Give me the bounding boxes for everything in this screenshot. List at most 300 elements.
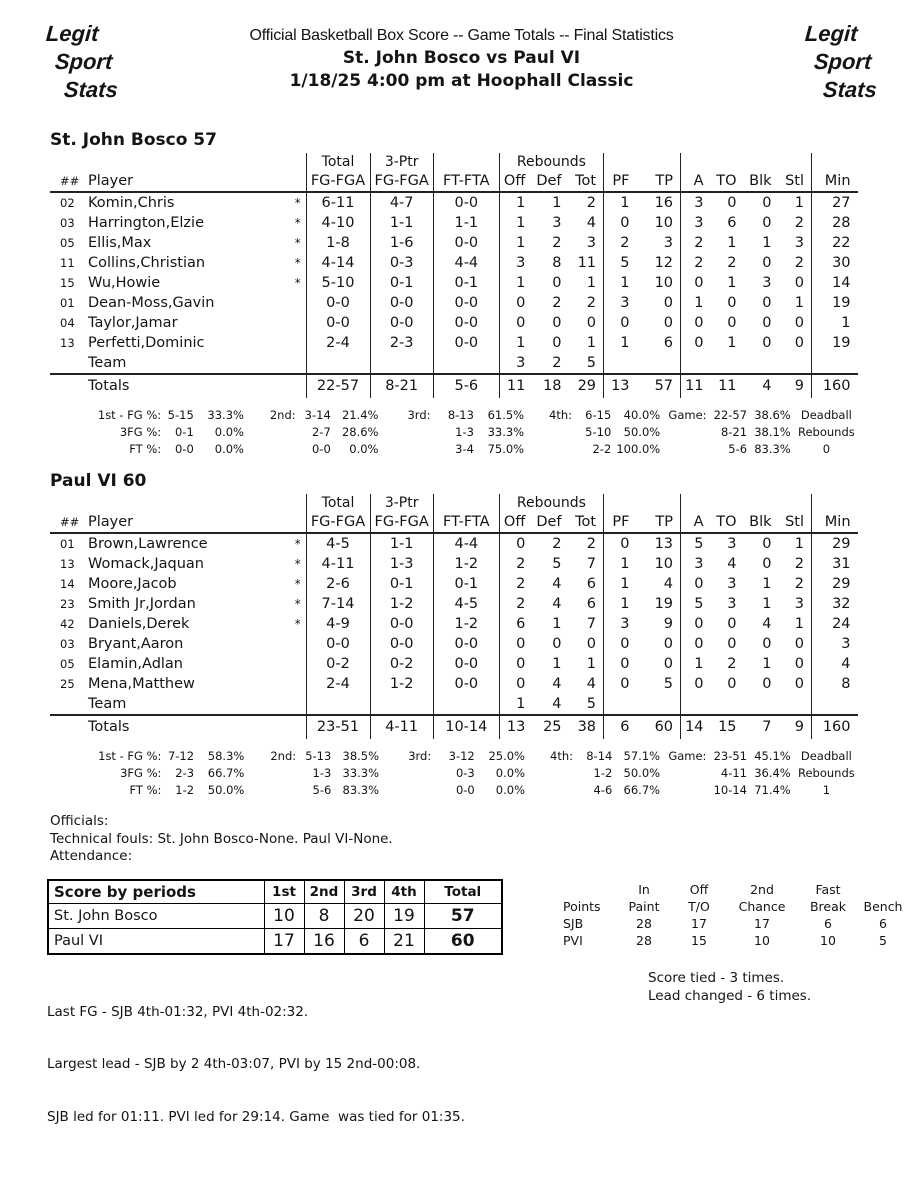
group-header-row [50,494,858,512]
period-label [244,424,296,441]
technical-fouls-line: Technical fouls: St. John Bosco-None. Paul VI-None. [50,830,393,847]
bottom-right [553,879,909,1162]
col-stl: Stl [779,512,812,533]
tot-rebounds: 7 [586,556,597,572]
col-stl: Stl [779,171,812,192]
ft-fta: 0-0 [433,654,499,674]
minutes [812,353,858,374]
assists: 11 [681,374,711,398]
tot-rebounds: 0 [586,636,597,652]
spacer [290,715,306,739]
three-pt-fg-fga: 0-1 [370,273,433,293]
tot-rebounds: 6 [586,576,597,592]
steals [779,353,812,374]
total-header: Total [424,880,502,904]
fast-break-value: 10 [820,932,836,948]
deadball-label: Rebounds [797,766,855,780]
total-points: 10 [654,556,674,572]
off-rebounds: 1 [499,233,532,253]
tot-rebounds: 38 [569,715,604,739]
pct-value: 50.0% [623,425,661,439]
total-points: 0 [663,295,674,311]
fg-fga: 4-11 [306,554,370,574]
officials-line: Officials: [50,813,109,829]
totals-row [50,374,858,398]
three-pt-fg-fga: 1-1 [370,213,433,233]
ft-fta: 4-4 [433,253,499,273]
pct-value: 0.0% [495,783,525,797]
player-row [50,253,858,273]
pct-value: 33.3% [342,766,380,780]
steals: 1 [794,616,805,632]
spacer [857,881,909,898]
period-label [379,765,431,782]
starter-mark: * [294,196,301,210]
team-label: Team [88,696,127,712]
pct-value: 40.0% [623,408,661,422]
deadball-label: Rebounds [797,425,855,439]
bottom-section [47,879,919,1162]
assists: 0 [681,333,711,353]
made-att: 1-3 [455,425,474,439]
total-points: 5 [663,676,674,692]
pct-value: 83.3% [754,442,791,456]
period-label [378,441,430,458]
starter-mark: * [294,236,301,250]
blocks: 0 [762,315,772,331]
period-label: 4th: [549,408,572,422]
off-rebounds: 1 [499,213,532,233]
col-fg-fga: FG-FGA [306,512,370,533]
total-points: 10 [654,215,674,231]
def-rebounds: 1 [552,195,562,211]
total-points: 13 [654,536,674,552]
second-chance-value: 10 [754,932,770,948]
steals: 0 [794,315,805,331]
matchup-title: St. John Bosco vs Paul VI [342,48,581,68]
off-rebounds: 1 [499,273,532,293]
assists: 0 [681,313,711,333]
period-label: 3rd: [407,408,431,422]
period-4-score: 19 [384,903,424,928]
tot-rebounds: 1 [586,335,597,351]
pct-value: 0.0% [349,442,379,456]
fg-fga: 5-10 [306,273,370,293]
pct-value: 38.1% [754,425,791,439]
period-label [244,782,296,799]
off-rebounds: 0 [499,533,532,554]
three-pt-fg-fga: 0-0 [370,614,433,634]
tot-rebounds: 7 [586,616,597,632]
assists: 0 [681,273,711,293]
period-label [378,424,430,441]
col-tot: Tot [569,512,604,533]
three-pt-fg-fga: 0-3 [370,253,433,273]
player-row [50,233,858,253]
off-rebounds: 0 [499,313,532,333]
attendance-line: Attendance: [50,848,133,864]
personal-fouls: 1 [604,574,637,594]
player-name: Taylor,Jamar [88,315,178,331]
player-row [50,313,858,333]
period-2-score: 8 [304,903,344,928]
ft-fta: 1-2 [433,554,499,574]
team-heading-pvi: Paul VI 60 [50,471,147,491]
col-number: ## [50,171,84,192]
tot-rebounds: 2 [586,195,597,211]
three-pt-fg-fga [370,353,433,374]
spacer [812,494,858,512]
assists: 2 [681,253,711,273]
minutes: 27 [812,192,858,213]
col-blk: Blk [744,512,779,533]
off-rebounds: 0 [499,674,532,694]
turnovers: 1 [727,335,737,351]
off-rebounds: 6 [499,614,532,634]
pct-value: 50.0% [623,766,661,780]
fg-fga: 2-4 [306,674,370,694]
period-4-header: 4th [384,880,424,904]
shooting-pct-row [50,782,791,799]
steals: 0 [794,656,805,672]
made-att: 8-13 [447,408,474,422]
def-rebounds: 2 [552,536,562,552]
spacer [290,512,306,533]
turnovers: 0 [727,676,737,692]
col-tp: TP [637,512,681,533]
jersey-number: 14 [60,577,75,591]
three-pt-fg-fga: 4-11 [370,715,433,739]
turnovers: 3 [727,596,737,612]
period-3-score: 6 [344,928,384,954]
col-tp: TP [637,171,681,192]
ft-fta: 0-0 [433,634,499,654]
def-rebounds: 4 [552,576,562,592]
blocks [744,694,779,715]
three-pt-fg-fga: 1-6 [370,233,433,253]
deadball-label: Deadball [800,408,852,422]
three-pt-fg-fga: 1-2 [370,594,433,614]
jersey-number: 03 [60,637,75,651]
second-chance-value: 17 [754,915,770,931]
blocks: 1 [762,656,772,672]
player-name: Perfetti,Dominic [88,335,205,351]
total-points: 57 [637,374,681,398]
personal-fouls: 0 [604,213,637,233]
score-header-row [48,880,502,904]
made-att: 3-4 [455,442,474,456]
period-label [524,424,572,441]
total-points [637,694,681,715]
points-row [553,915,909,932]
tot-rebounds: 3 [586,235,597,251]
player-name: Wu,Howie [88,275,161,291]
minutes: 29 [812,574,858,594]
team-label: Team [88,355,127,371]
assists: 3 [681,554,711,574]
bench-value: 6 [879,915,887,931]
assists: 0 [681,674,711,694]
def-rebounds: 25 [532,715,568,739]
fg-fga: 2-6 [306,574,370,594]
player-name: Harrington,Elzie [88,215,204,231]
steals: 0 [794,676,805,692]
pct-value: 36.4% [754,766,791,780]
blocks: 0 [762,215,772,231]
off-rebounds: 3 [499,253,532,273]
team-name: Paul VI [48,928,264,954]
steals: 2 [794,255,805,271]
ft-fta [433,353,499,374]
made-att: 6-15 [585,408,612,422]
steals [779,694,812,715]
period-label: Game: [668,408,707,422]
period-1-header: 1st [264,880,304,904]
period-1-score: 17 [264,928,304,954]
starter-mark [290,293,306,313]
off-rebounds: 2 [499,554,532,574]
turnovers: 3 [727,576,737,592]
made-att: 0-0 [455,783,475,797]
pct-value: 0.0% [214,442,244,456]
fast-break-value: 6 [824,915,832,931]
blocks [744,353,779,374]
player-row [50,533,858,554]
deadball-rebounds-block [791,748,862,799]
minutes: 28 [812,213,858,233]
period-label [525,765,573,782]
total-points [637,353,681,374]
starter-mark [290,634,306,654]
personal-fouls: 0 [604,533,637,554]
pct-value: 0.0% [214,425,244,439]
shooting-pct-row [50,424,791,441]
blocks: 0 [762,556,772,572]
made-att: 1-2 [593,766,613,780]
period-label [660,441,706,458]
group-3ptr-label: 3-Ptr [370,494,433,512]
total-points: 16 [654,195,674,211]
total-points: 12 [654,255,674,271]
col-pf: PF [604,171,637,192]
turnovers: 2 [727,656,737,672]
period-label [660,424,706,441]
bench-header: Bench [863,898,903,914]
pct-value: 57.1% [623,749,661,763]
minutes: 4 [812,654,858,674]
steals: 0 [794,636,805,652]
made-att: 5-6 [728,442,748,456]
pct-value: 25.0% [488,749,525,763]
player-name: Ellis,Max [88,235,152,251]
jersey-number: 15 [60,276,75,290]
player-name: Smith Jr,Jordan [88,596,196,612]
jersey-number: 11 [60,256,75,270]
deadball-label: Deadball [800,749,852,763]
blocks: 1 [762,576,772,592]
steals: 1 [794,295,805,311]
three-pt-fg-fga: 0-0 [370,293,433,313]
minutes: 31 [812,554,858,574]
ft-fta: 0-0 [433,313,499,333]
fg-fga: 4-14 [306,253,370,273]
made-att: 5-15 [167,408,194,422]
col-off: Off [499,512,532,533]
steals: 1 [794,536,805,552]
turnovers: 1 [727,235,737,251]
made-att: 3-14 [304,408,331,422]
score-tied-line: Score tied - 3 times. [648,969,785,986]
minutes: 30 [812,253,858,273]
spacer [290,171,306,192]
pct-value: 33.3% [487,425,525,439]
points-label: Points [563,898,601,914]
three-pt-fg-fga: 1-3 [370,554,433,574]
blocks: 0 [762,536,772,552]
pct-value: 45.1% [754,749,791,763]
made-att: 1-3 [312,766,332,780]
three-pt-fg-fga [370,694,433,715]
blocks: 0 [762,335,772,351]
spacer [604,494,681,512]
ft-fta: 4-4 [433,533,499,554]
jersey-number: 02 [60,196,75,210]
totals-label: Totals [84,374,290,398]
fg-fga: 7-14 [306,594,370,614]
fast-break-header: Fast [815,881,841,897]
col-a: A [681,171,711,192]
spacer [50,715,84,739]
period-label [525,782,573,799]
made-att: 3-12 [448,749,475,763]
legit-sport-stats-logo-left [41,20,123,104]
total-points: 19 [654,596,674,612]
logo-line: Legit [804,21,859,46]
period-label: 3rd: [408,749,432,763]
personal-fouls: 13 [604,374,637,398]
def-rebounds: 0 [552,636,562,652]
team-heading-sjb: St. John Bosco 57 [50,130,217,150]
points-row [553,932,909,949]
group-rebounds-label: Rebounds [499,153,603,171]
pct-value: 66.7% [207,766,245,780]
assists: 5 [681,594,711,614]
spacer [50,153,306,171]
logo-line: Sport [54,49,114,74]
team-rebounds-row [50,694,858,715]
bench-value: 5 [879,932,887,948]
tot-rebounds: 11 [577,255,597,271]
event-datetime: 1/18/25 4:00 pm at Hoophall Classic [289,71,634,91]
off-rebounds: 11 [499,374,532,398]
def-rebounds: 4 [552,596,562,612]
starter-mark: * [294,276,301,290]
period-3-score: 20 [344,903,384,928]
off-rebounds: 2 [499,594,532,614]
col-off: Off [499,171,532,192]
in-paint-value: 28 [636,932,652,948]
logo-line: Legit [45,21,100,46]
assists: 0 [681,614,711,634]
score-row [48,903,502,928]
col-min: Min [812,512,858,533]
ft-fta: 0-0 [433,333,499,353]
pvi-shooting-pct-table [50,748,791,799]
turnovers: 15 [711,715,744,739]
sjb-shooting-pct-table [50,407,791,458]
assists [681,353,711,374]
pct-value: 0.0% [495,766,525,780]
three-pt-fg-fga: 1-2 [370,674,433,694]
col-pf: PF [604,512,637,533]
player-row [50,213,858,233]
starter-mark: * [294,597,301,611]
def-rebounds: 18 [532,374,568,398]
spacer [290,353,306,374]
points-header-top-row [553,881,909,898]
total-points: 4 [663,576,674,592]
report-title: Official Basketball Box Score -- Game Totals -- Final Statistics [249,27,674,44]
turnovers: 6 [727,215,737,231]
column-header-row [50,171,858,192]
three-pt-fg-fga: 0-0 [370,634,433,654]
fg-fga [306,694,370,715]
jersey-number: 05 [60,657,75,671]
blocks: 0 [762,295,772,311]
blocks: 1 [762,235,772,251]
off-to-header: Off [689,881,709,897]
lead-changed-line: Lead changed - 6 times. [648,987,812,1004]
assists: 5 [681,533,711,554]
spacer [604,153,681,171]
player-row [50,674,858,694]
tot-rebounds: 2 [586,536,597,552]
assists: 3 [681,213,711,233]
player-row [50,333,858,353]
minutes: 32 [812,594,858,614]
deadball-value: 1 [822,783,831,797]
minutes: 3 [812,634,858,654]
made-att: 1-2 [175,783,195,797]
starter-mark: * [294,557,301,571]
minutes: 160 [812,374,858,398]
in-paint-header: Paint [628,898,660,914]
starter-mark [290,333,306,353]
minutes: 22 [812,233,858,253]
period-4-score: 21 [384,928,424,954]
score-by-periods-label: Score by periods [48,880,264,904]
minutes [812,694,858,715]
steals: 9 [779,715,812,739]
turnovers: 11 [711,374,744,398]
jersey-number: 25 [60,677,75,691]
sjb-box-score-table [50,153,858,398]
fg-fga: 0-2 [306,654,370,674]
blocks: 7 [744,715,779,739]
col-def: Def [532,171,568,192]
report-titles [249,20,673,91]
off-rebounds: 1 [499,192,532,213]
period-2-score: 16 [304,928,344,954]
shooting-pct-row [50,748,791,765]
player-row [50,654,858,674]
spacer [433,494,499,512]
col-3p-fg-fga: FG-FGA [370,512,433,533]
jersey-number: 04 [60,316,75,330]
three-pt-fg-fga: 0-0 [370,313,433,333]
fg-fga: 0-0 [306,293,370,313]
page-header [0,0,919,104]
